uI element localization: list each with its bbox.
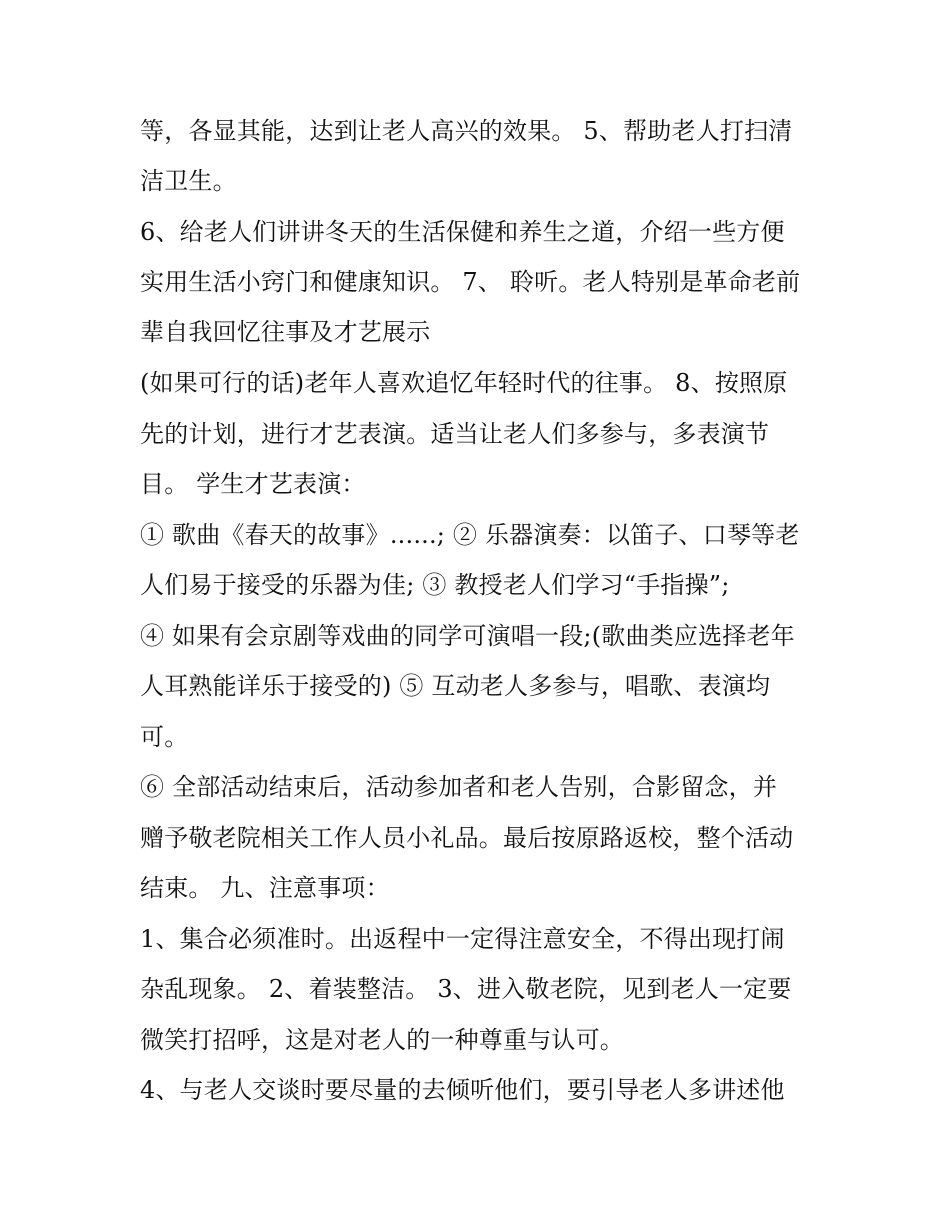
text-line: ④ 如果有会京剧等戏曲的同学可演唱一段;(歌曲类应选择老年: [140, 622, 795, 650]
text-line: 人耳熟能详乐于接受的) ⑤ 互动老人多参与，唱歌、表演均: [140, 672, 771, 700]
text-line: 微笑打招呼，这是对老人的一种尊重与认可。: [140, 1026, 624, 1054]
text-line: 杂乱现象。 2、着装整洁。 3、进入敬老院，见到老人一定要: [140, 975, 792, 1003]
text-line: ⑥ 全部活动结束后，活动参加者和老人告别，合影留念，并: [140, 773, 778, 801]
text-line: 人们易于接受的乐器为佳; ③ 教授老人们学习“手指操”;: [140, 571, 730, 599]
text-line: 可。: [140, 723, 189, 751]
text-line: 实用生活小窍门和健康知识。 7、 聆听。老人特别是革命老前: [140, 268, 801, 296]
text-line: 6、给老人们讲讲冬天的生活保健和养生之道，介绍一些方便: [140, 218, 785, 246]
text-line: 4、与老人交谈时要尽量的去倾听他们，要引导老人多讲述他: [140, 1076, 785, 1104]
text-line: ① 歌曲《春天的故事》......; ② 乐器演奏：以笛子、口琴等老: [140, 521, 800, 549]
text-line: 目。 学生才艺表演：: [140, 470, 366, 498]
text-line: 洁卫生。: [140, 167, 237, 195]
text-line: 结束。 九、注意事项：: [140, 874, 390, 902]
text-line: 赠予敬老院相关工作人员小礼品。最后按原路返校，整个活动: [140, 824, 794, 852]
text-line: (如果可行的话)老年人喜欢追忆年轻时代的往事。 8、按照原: [140, 369, 788, 397]
text-line: 先的计划，进行才艺表演。适当让老人们多参与，多表演节: [140, 420, 770, 448]
text-line: 等，各显其能，达到让老人高兴的效果。 5、帮助老人打扫清: [140, 117, 793, 145]
text-line: 辈自我回忆往事及才艺展示: [140, 318, 431, 346]
text-line: 1、集合必须准时。出返程中一定得注意安全，不得出现打闹: [140, 925, 785, 953]
